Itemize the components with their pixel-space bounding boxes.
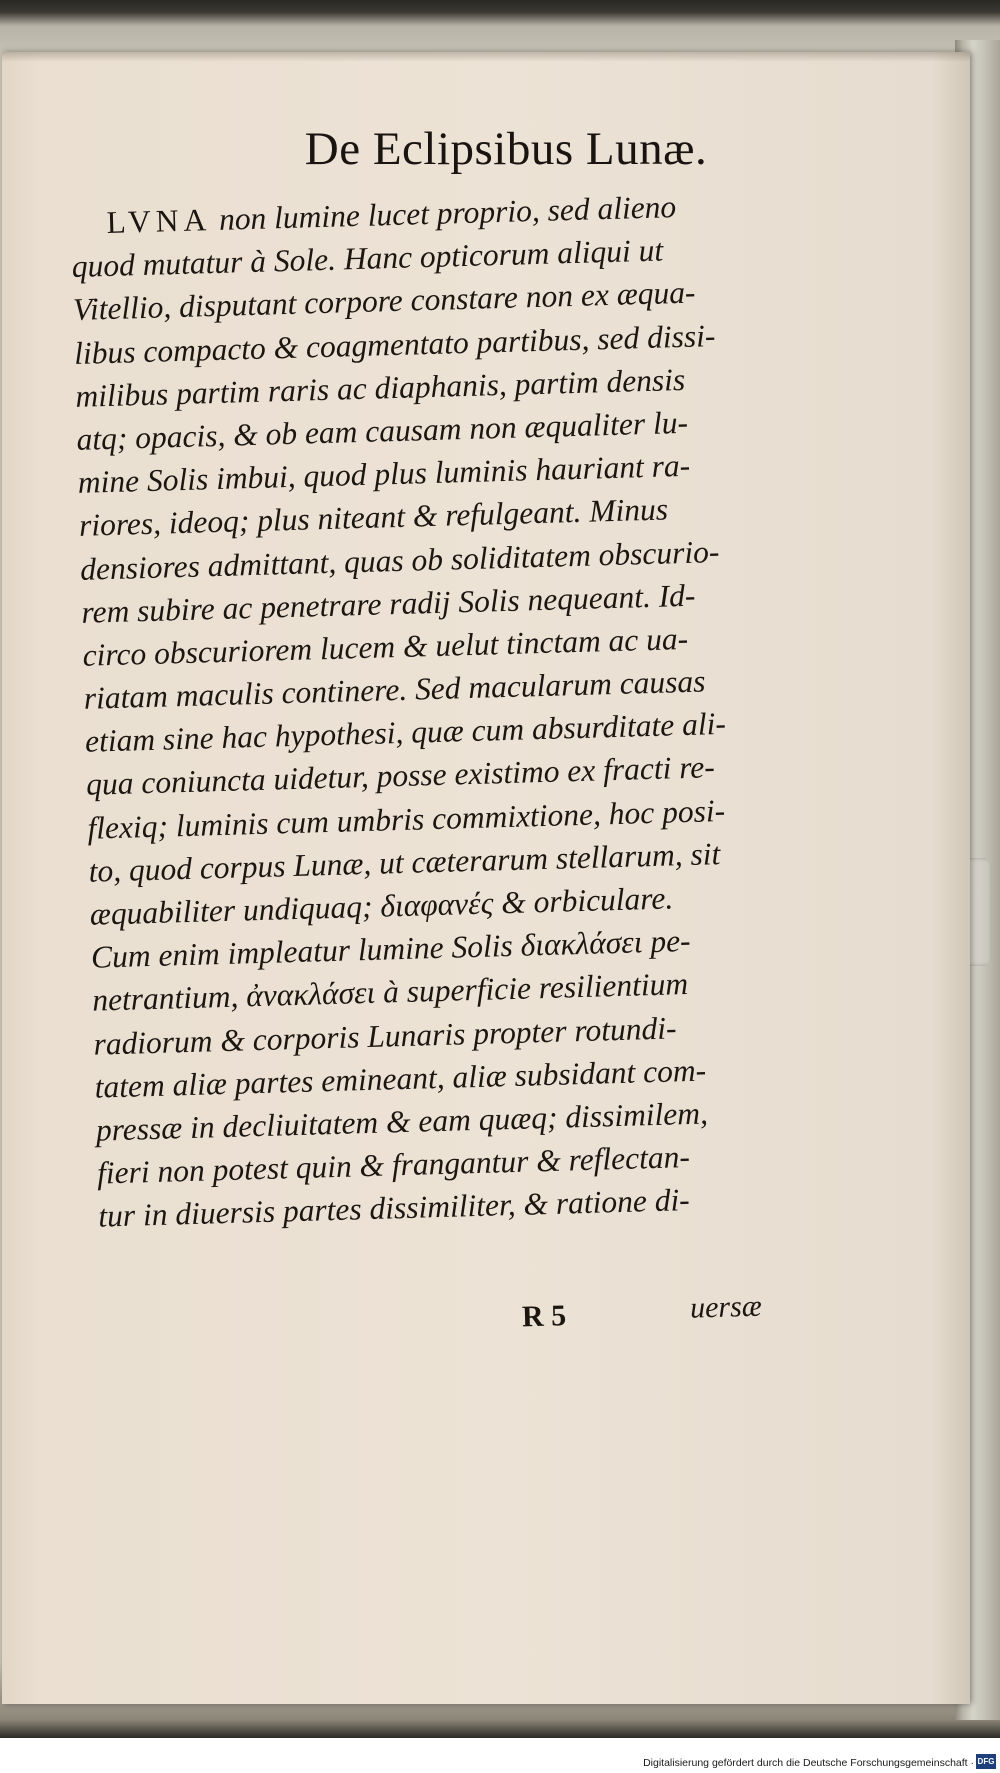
text-line: netrantium, ἀνακλάσει à superficie resilientium [91, 966, 689, 1019]
text-line: to, quod corpus Lunæ, ut cæterarum stellarum, sit [88, 835, 721, 889]
footer-credit: Digitalisierung gefördert durch die Deutsche Forschungsgemeinschaft · [643, 1757, 974, 1769]
text-line: riatam maculis continere. Sed macularum causas [83, 663, 706, 716]
lead-word: LVNA [106, 202, 212, 240]
text-line: atq; opacis, & ob eam causam non æqualiter lu- [76, 404, 689, 457]
text-line: circo obscuriorem lucem & uelut tinctam ac ua- [82, 620, 689, 673]
text-line: radiorum & corporis Lunaris propter rotundi- [93, 1009, 677, 1062]
text-line: etiam sine hac hypothesi, quæ cum absurditate ali- [84, 706, 727, 760]
text-line: Vitellio, disputant corpore constare non ex æqua- [72, 274, 696, 328]
page-foot [521, 1289, 763, 1341]
text-line: LVNA non lumine lucet proprio, sed alieno [106, 189, 677, 240]
text-line: quod mutatur à Sole. Hanc opticorum aliqui ut [71, 232, 664, 285]
text-line: libus compacto & coagmentato partibus, sed dissi- [73, 317, 716, 371]
text-line: mine Solis imbui, quod plus luminis hauriant ra- [77, 447, 691, 501]
book-page [2, 52, 970, 1704]
text-line: densiores admittant, quas ob soliditatem obscurio- [79, 533, 720, 587]
text-line: tur in diuersis partes dissimiliter, & ratione di- [97, 1182, 691, 1234]
body-text [70, 182, 799, 1238]
text-line: Cum enim impleatur lumine Solis διακλάσει pe- [90, 923, 691, 975]
text-line: flexiq; luminis cum umbris commixtione, hoc posi- [86, 792, 726, 846]
text-line: æquabiliter undiquaq; διαφανές & orbiculare. [89, 880, 674, 932]
running-head: De Eclipsibus Lunæ. [304, 123, 708, 175]
text-line: rem subire ac penetrare radij Solis nequeant. Id- [80, 577, 696, 630]
text-line: qua coniuncta uidetur, posse existimo ex fracti re- [85, 749, 716, 803]
signature-mark: R 5 [521, 1299, 567, 1334]
text-line: pressæ in decliuitatem & eam quæq; dissimilem, [95, 1095, 709, 1148]
dfg-logo: DFG [976, 1754, 996, 1769]
catchword: uersæ [689, 1289, 763, 1325]
text-line: milibus partim raris ac diaphanis, partim densis [74, 361, 686, 414]
text-line: fieri non potest quin & frangantur & reflectan- [96, 1139, 691, 1191]
text-line: riores, ideoq; plus niteant & refulgeant. Minus [78, 491, 669, 544]
text-line: tatem aliæ partes emineant, aliæ subsidant com- [94, 1052, 707, 1105]
